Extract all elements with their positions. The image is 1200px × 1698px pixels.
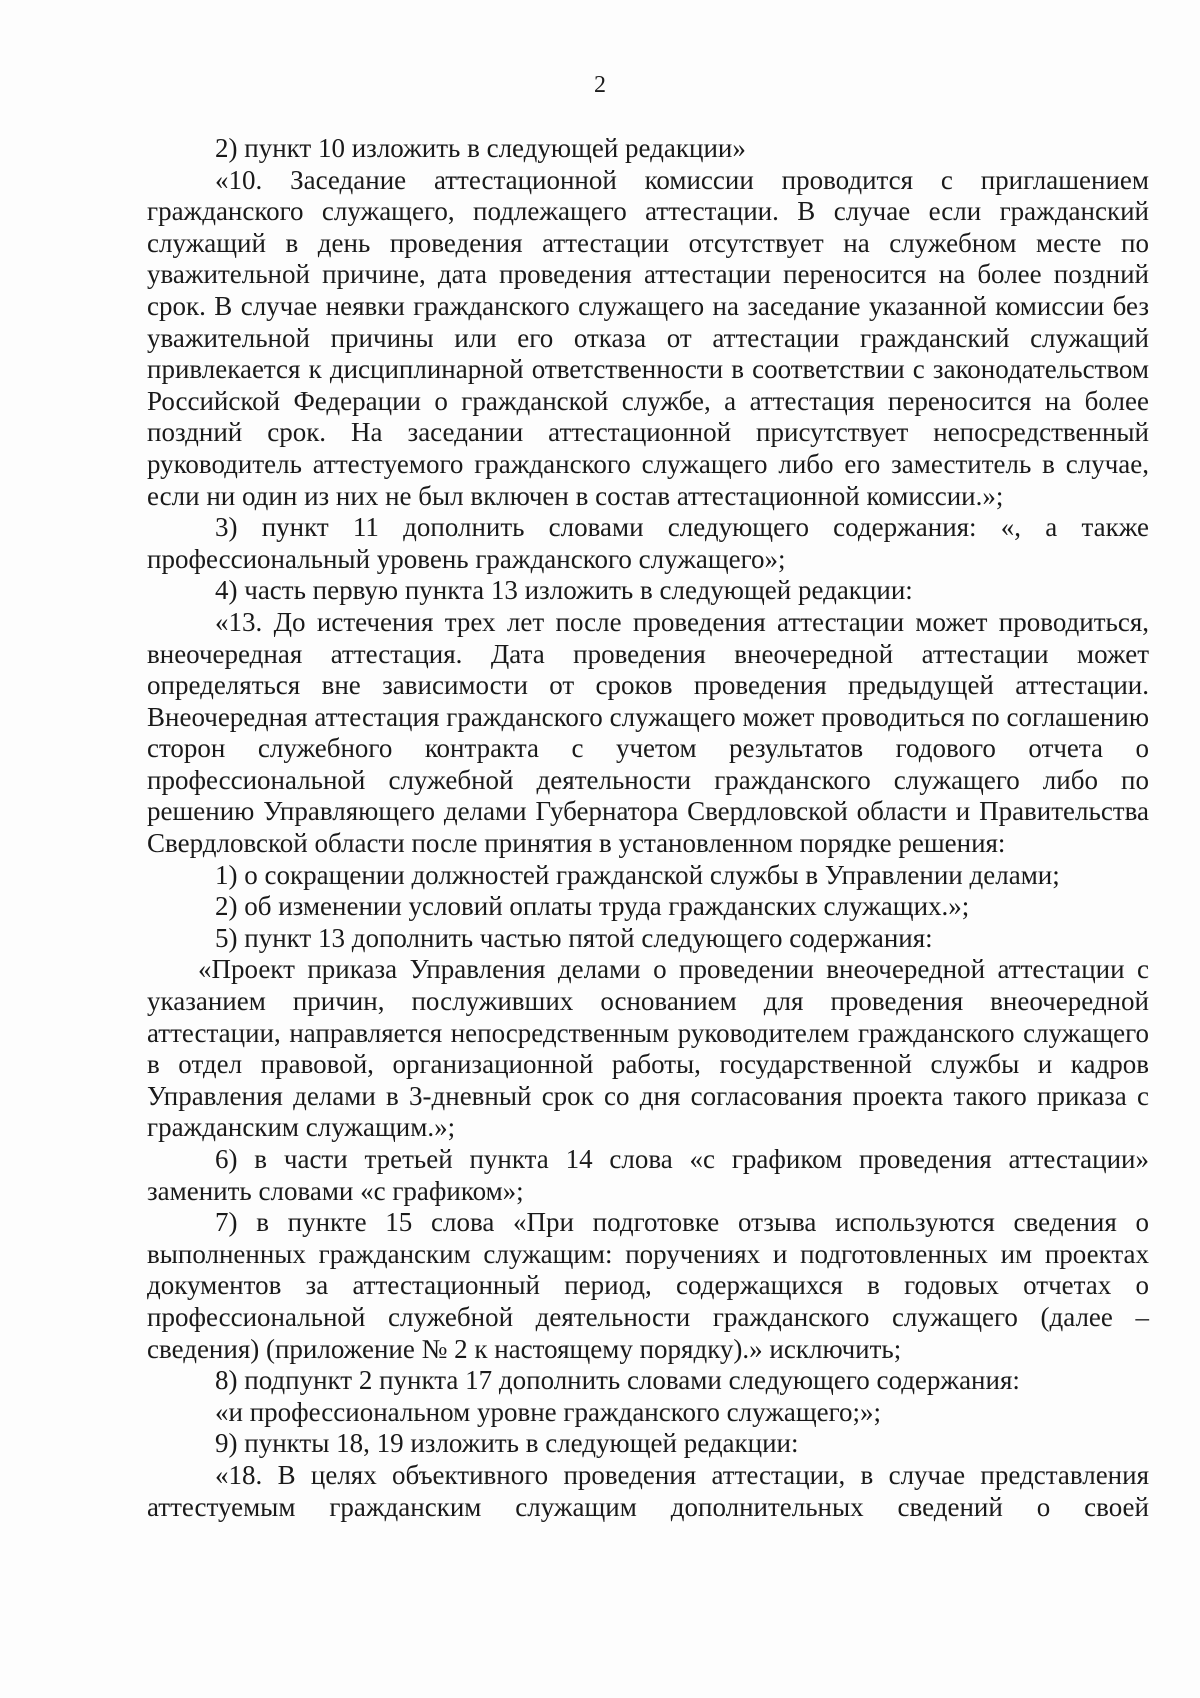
paragraph-item-2: 2) пункт 10 изложить в следующей редакции»	[215, 133, 746, 163]
paragraph-item-9: 9) пункты 18, 19 изложить в следующей редакции:	[215, 1428, 799, 1459]
paragraph-subitem-2: 2) об изменении условий оплаты труда гражданских служащих.»;	[215, 891, 970, 922]
document-body	[147, 133, 1149, 1523]
paragraph-point-18-text: «18. В целях объективного проведения аттестации, в случае представления аттестуемым гражданским служащим дополнительных сведений о своей	[147, 1459, 1149, 1522]
paragraph-subitem-1: 1) о сокращении должностей гражданской службы в Управлении делами;	[215, 859, 1060, 890]
paragraph-item-8-quote: «и профессиональном уровне гражданского служащего;»;	[215, 1396, 882, 1427]
paragraph-item-6: 6) в части третьей пункта 14 слова «с графиком проведения аттестации» заменить словами «с графиком»;	[147, 1144, 1149, 1206]
paragraph-item-4: 4) часть первую пункта 13 изложить в следующей редакции:	[215, 575, 913, 606]
paragraph-order-draft-text: «Проект приказа Управления делами о проведении внеочередной аттестации с указанием причин, послуживших основанием для проведения внеочередной аттестации, направляется непосредственным руководителем гражданского служащего в отдел правовой, организационной работы, государственной службы и кадров Управления делами в 3-дневный срок со дня согласования проекта такого приказа с гражданским служащим.»;	[147, 954, 1149, 1143]
page-number: 2	[594, 72, 606, 98]
paragraph-item-8: 8) подпункт 2 пункта 17 дополнить словами следующего содержания:	[215, 1365, 1020, 1396]
paragraph-point-10-text: «10. Заседание аттестационной комиссии проводится с приглашением гражданского служащего, подлежащего аттестации. В случае если гражданский служащий в день проведения аттестации отсутствует на служебном месте по уважительной причине, дата проведения аттестации переносится на более поздний срок. В случае неявки гражданского служащего на заседание указанной комиссии без уважительной причины или его отказа от аттестации гражданский служащий привлекается к дисциплинарной ответственности в соответствии с законодательством Российской Федерации о гражданской службе, а аттестация переносится на более поздний срок. На заседании аттестационной присутствует непосредственный руководитель аттестуемого гражданского служащего либо его заместитель в случае, если ни один из них не был включен в состав аттестационной комиссии.»;	[147, 164, 1149, 511]
paragraph-item-7: 7) в пункте 15 слова «При подготовке отзыва используются сведения о выполненных гражданским служащим: поручениях и подготовленных им проектах документов за аттестационный период, содержащихся в годовых отчетах о профессиональной служебной деятельности гражданского служащего (далее – сведения) (приложение № 2 к настоящему порядку).» исключить;	[147, 1207, 1149, 1364]
paragraph-item-5: 5) пункт 13 дополнить частью пятой следующего содержания:	[215, 922, 933, 953]
paragraph-item-3: 3) пункт 11 дополнить словами следующего содержания: «, а также профессиональный уровень гражданского служащего»;	[147, 512, 1149, 574]
paragraph-point-13-text: «13. До истечения трех лет после проведения аттестации может проводиться, внеочередная аттестация. Дата проведения внеочередной аттестации может определяться вне зависимости от сроков проведения предыдущей аттестации. Внеочередная аттестация гражданского служащего может проводиться по соглашению сторон служебного контракта с учетом результатов годового отчета о профессиональной служебной деятельности гражданского служащего либо по решению Управляющего делами Губернатора Свердловской области и Правительства Свердловской области после принятия в установленном порядке решения:	[147, 606, 1149, 859]
